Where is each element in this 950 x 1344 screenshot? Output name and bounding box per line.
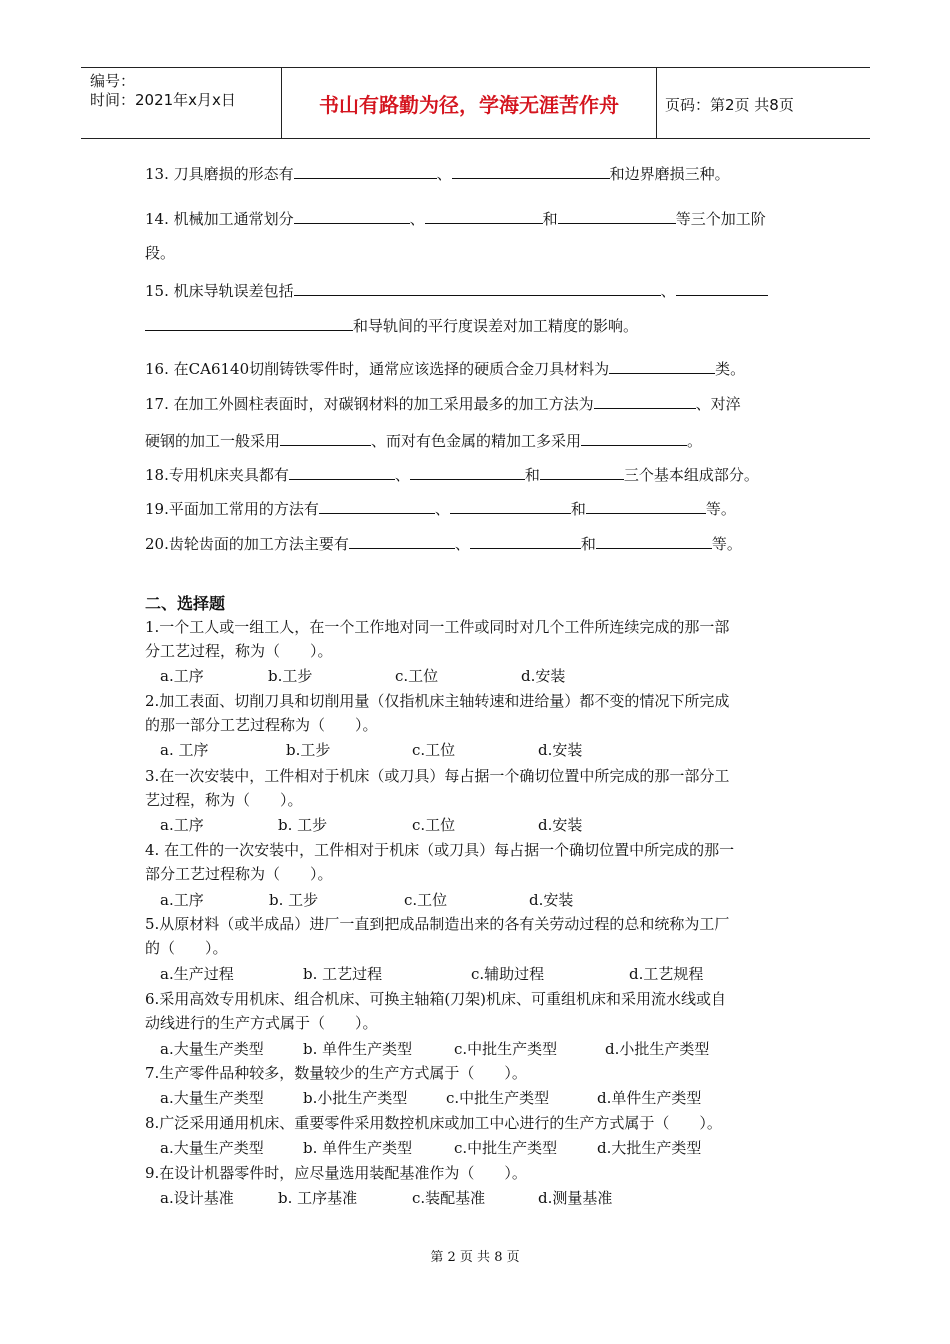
choice-option-b[interactable]: b. 单件生产类型 (303, 1139, 413, 1157)
choice-option-c[interactable]: c.工位 (412, 816, 456, 834)
question-18: 18.专用机床夹具都有 、 和 三个基本组成部分。 (145, 463, 759, 485)
question-14-cont: 段。 (145, 244, 176, 262)
choice-option-c[interactable]: c.工位 (412, 741, 456, 759)
blank[interactable] (319, 497, 435, 514)
choice-option-c[interactable]: c.装配基准 (412, 1189, 486, 1207)
blank[interactable] (410, 463, 525, 480)
choice-option-d[interactable]: d.安装 (538, 816, 583, 834)
choice-option-a[interactable]: a. 工序 (160, 741, 209, 759)
blank[interactable] (450, 497, 571, 514)
choice-option-d[interactable]: d.测量基准 (538, 1189, 613, 1207)
choice-question-4-line1: 4. 在工件的一次安装中，工件相对于机床（或刀具）每占据一个确切位置中所完成的那一 (145, 841, 735, 859)
header-meta (90, 72, 236, 110)
question-15: 15. 机床导轨误差包括 、 (145, 279, 768, 301)
choice-option-b[interactable]: b. 工步 (278, 816, 328, 834)
question-19: 19.平面加工常用的方法有 、 和 等。 (145, 497, 736, 519)
choice-option-c[interactable]: c.辅助过程 (471, 965, 545, 983)
choice-option-c[interactable]: c.中批生产类型 (454, 1139, 558, 1157)
choice-option-b[interactable]: b. 工序基准 (278, 1189, 358, 1207)
blank[interactable] (452, 162, 610, 179)
choice-option-a[interactable]: a.工序 (160, 891, 204, 909)
blank[interactable] (609, 357, 715, 374)
choice-question-5-line1: 5.从原材料（或半成品）进厂一直到把成品制造出来的各有关劳动过程的总和统称为工厂 (145, 915, 730, 933)
choice-question-3-line1: 3.在一次安装中，工件相对于机床（或刀具）每占据一个确切位置中所完成的那一部分工 (145, 767, 730, 785)
choice-question-1-line2: 分工艺过程，称为（ ）。 (145, 642, 333, 660)
section-title: 二、选择题 (145, 594, 226, 613)
choice-option-b[interactable]: b.工步 (286, 741, 331, 759)
question-17: 17. 在加工外圆柱表面时，对碳钢材料的加工采用最多的加工方法为 、对淬 (145, 392, 741, 414)
choice-option-a[interactable]: a.大量生产类型 (160, 1139, 264, 1157)
choice-question-8-line1: 8.广泛采用通用机床、重要零件采用数控机床或加工中心进行的生产方式属于（ ）。 (145, 1114, 722, 1132)
blank[interactable] (289, 463, 395, 480)
choice-option-c[interactable]: c.中批生产类型 (454, 1040, 558, 1058)
choice-question-2-line2: 的那一部分工艺过程称为（ ）。 (145, 716, 378, 734)
choice-question-5-line2: 的（ ）。 (145, 939, 228, 957)
choice-option-b[interactable]: b. 工艺过程 (303, 965, 383, 983)
choice-question-3-line2: 艺过程，称为（ ）。 (145, 791, 303, 809)
question-13: 13. 刀具磨损的形态有 、 和边界磨损三种。 (145, 162, 730, 184)
choice-option-d[interactable]: d.安装 (529, 891, 574, 909)
choice-option-d[interactable]: d.安装 (521, 667, 566, 685)
header-motto: 书山有路勤为径，学海无涯苦作舟 (319, 92, 619, 117)
blank[interactable] (470, 532, 581, 549)
blank[interactable] (594, 392, 696, 409)
question-14: 14. 机械加工通常划分 、 和 等三个加工阶 (145, 207, 766, 229)
choice-option-a[interactable]: a.工序 (160, 816, 204, 834)
choice-question-2-line1: 2.加工表面、切削刀具和切削用量（仅指机床主轴转速和进给量）都不变的情况下所完成 (145, 692, 730, 710)
question-16: 16. 在CA6140切削铸铁零件时，通常应该选择的硬质合金刀具材料为 类。 (145, 357, 745, 379)
choice-option-a[interactable]: a.设计基准 (160, 1189, 234, 1207)
choice-option-d[interactable]: d.小批生产类型 (605, 1040, 710, 1058)
choice-option-c[interactable]: c.中批生产类型 (446, 1089, 550, 1107)
choice-option-a[interactable]: a.大量生产类型 (160, 1040, 264, 1058)
blank[interactable] (294, 162, 437, 179)
blank[interactable] (581, 429, 687, 446)
question-17-cont: 硬钢的加工一般采用 、而对有色金属的精加工多采用 。 (145, 429, 702, 451)
choice-option-b[interactable]: b. 单件生产类型 (303, 1040, 413, 1058)
choice-option-d[interactable]: d.大批生产类型 (597, 1139, 702, 1157)
blank[interactable] (596, 532, 712, 549)
choice-option-a[interactable]: a.工序 (160, 667, 204, 685)
blank[interactable] (558, 207, 676, 224)
choice-question-6-line1: 6.采用高效专用机床、组合机床、可换主轴箱(刀架)机床、可重组机床和采用流水线或自 (145, 990, 727, 1008)
choice-option-b[interactable]: b.小批生产类型 (303, 1089, 408, 1107)
choice-option-a[interactable]: a.大量生产类型 (160, 1089, 264, 1107)
blank[interactable] (586, 497, 706, 514)
blank[interactable] (294, 207, 410, 224)
blank[interactable] (280, 429, 371, 446)
blank[interactable] (145, 314, 353, 331)
choice-option-d[interactable]: d.单件生产类型 (597, 1089, 702, 1107)
choice-option-a[interactable]: a.生产过程 (160, 965, 234, 983)
question-15-cont: 和导轨间的平行度误差对加工精度的影响。 (145, 314, 638, 336)
page-footer: 第 2 页 共 8 页 (430, 1250, 520, 1265)
choice-option-d[interactable]: d.安装 (538, 741, 583, 759)
choice-question-4-line2: 部分工艺过程称为（ ）。 (145, 865, 333, 883)
choice-option-b[interactable]: b.工步 (268, 667, 313, 685)
choice-option-c[interactable]: c.工位 (395, 667, 439, 685)
blank[interactable] (349, 532, 455, 549)
blank[interactable] (676, 279, 768, 296)
choice-question-6-line2: 动线进行的生产方式属于（ ）。 (145, 1014, 378, 1032)
choice-question-9-line1: 9.在设计机器零件时，应尽量选用装配基准作为（ ）。 (145, 1164, 527, 1182)
choice-option-c[interactable]: c.工位 (404, 891, 448, 909)
choice-option-d[interactable]: d.工艺规程 (629, 965, 704, 983)
header-page-info: 页码：第2页 共8页 (665, 96, 794, 114)
blank[interactable] (425, 207, 543, 224)
choice-option-b[interactable]: b. 工步 (269, 891, 319, 909)
number-label: 编号： (90, 72, 136, 90)
date-label: 时间：2021年x月x日 (90, 91, 236, 109)
blank[interactable] (294, 279, 661, 296)
choice-question-7-line1: 7.生产零件品种较多，数量较少的生产方式属于（ ）。 (145, 1064, 527, 1082)
question-20: 20.齿轮齿面的加工方法主要有 、 和 等。 (145, 532, 742, 554)
blank[interactable] (540, 463, 624, 480)
choice-question-1-line1: 1.一个工人或一组工人，在一个工作地对同一工件或同时对几个工件所连续完成的那一部 (145, 618, 730, 636)
page-header (81, 67, 870, 139)
